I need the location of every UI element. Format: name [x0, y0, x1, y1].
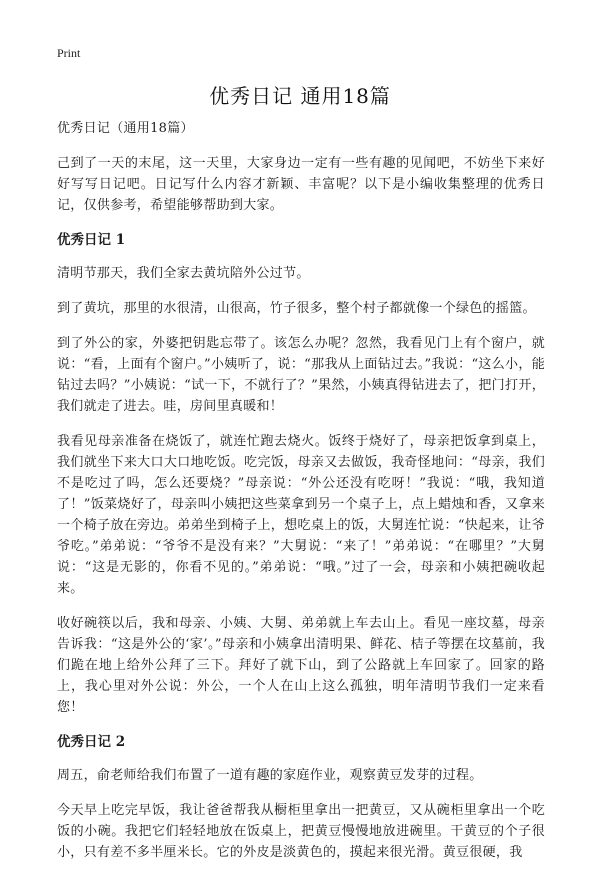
document-subtitle: 优秀日记（通用18篇） — [57, 121, 194, 136]
page-title: 优秀日记 通用18篇 — [209, 84, 391, 108]
paragraph: 到了黄坑，那里的水很清，山很高，竹子很多，整个村子都就像一个绿色的摇篮。 — [57, 301, 536, 316]
paragraph: 清明节那天，我们全家去黄坑陪外公过节。 — [57, 266, 310, 281]
paragraph: 今天早上吃完早饭，我让爸爸帮我从橱柜里拿出一把黄豆，又从碗柜里拿出一个吃饭的小碗。我把它们轻轻地放在饭桌上，把黄豆慢慢地放进碗里。干黄豆的个子很小，只有差不多半厘米长。它的外皮是淡黄色的，摸起来很光滑。黄豆很硬，我 — [57, 803, 545, 860]
paragraph: 收好碗筷以后，我和母亲、小姨、大舅、弟弟就上车去山上。看见一座坟墓，母亲告诉我：“这是外公的‘家’。”母亲和小姨拿出清明果、鲜花、桔子等摆在坟墓前，我们跪在地上给外公拜了三下。拜好了就下山，到了公路就上车回家了。回家的路上，我心里对外公说：外公，一个人在山上这么孤独，明年清明节我们一定来看您！ — [57, 616, 545, 715]
section-heading-2: 优秀日记 2 — [57, 734, 126, 750]
paragraph: 周五，俞老师给我们布置了一道有趣的家庭作业，观察黄豆发芽的过程。 — [57, 768, 483, 783]
intro-paragraph: 己到了一天的末尾，这一天里，大家身边一定有一些有趣的见闻吧，不妨坐下来好好写写日记吧。日记写什么内容才新颖、丰富呢？以下是小编收集整理的优秀日记，仅供参考，希望能够帮助到大家。 — [57, 156, 545, 213]
section-heading-1: 优秀日记 1 — [57, 232, 126, 248]
document-body — [57, 118, 545, 877]
paragraph: 到了外公的家，外婆把钥匙忘带了。该怎么办呢？忽然，我看见门上有个窗户，就说：“看，上面有个窗户。”小姨听了，说：“那我从上面钻过去。”我说：“这么小，能钻过去吗？”小姨说：“试一下，不就行了？”果然，小姨真得钻进去了，把门打开，我们就走了进去。哇，房间里真暖和！ — [57, 336, 545, 414]
print-label: Print — [57, 46, 81, 60]
paragraph: 我看见母亲准备在烧饭了，就连忙跑去烧火。饭终于烧好了，母亲把饭拿到桌上，我们就坐下来大口大口地吃饭。吃完饭，母亲又去做饭，我奇怪地问：“母亲，我们不是吃过了吗，怎么还要烧？”母亲说：“外公还没有吃呀！”我说：“哦，我知道了！”饭菜烧好了，母亲叫小姨把这些菜拿到另一个桌子上，点上蜡烛和香，又拿来一个椅子放在旁边。弟弟坐到椅子上，想吃桌上的饭，大舅连忙说：“快起来，让爷爷吃。”弟弟说：“爷爷不是没有来？”大舅说：“来了！”弟弟说：“在哪里？”大舅说：“这是无影的，你看不见的。”弟弟说：“哦。”过了一会，母亲和小姨把碗收起来。 — [57, 434, 545, 596]
